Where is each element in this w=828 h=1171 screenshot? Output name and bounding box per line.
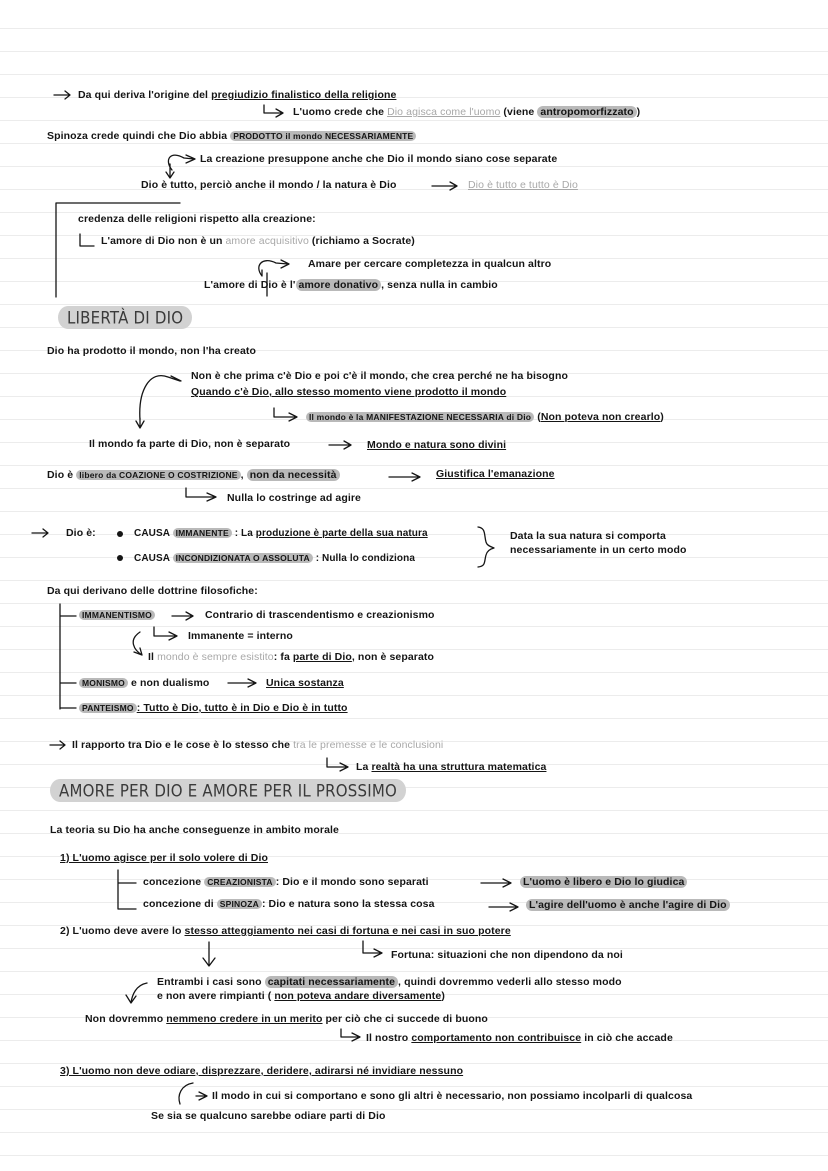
tree-line bbox=[118, 870, 136, 909]
line-absolute-cause: CAUSA INCONDIZIONATA O ASSOLUTA : Nulla lo condiziona bbox=[134, 553, 416, 564]
curve-arrow-icon bbox=[259, 260, 289, 276]
section-heading-liberta: LIBERTÀ DI DIO bbox=[58, 306, 192, 329]
tree-line bbox=[60, 604, 76, 709]
line-contrary: Contrario di trascendentismo e creazionismo bbox=[205, 609, 435, 621]
hook-arrow-icon bbox=[154, 627, 177, 640]
line-fortune: Fortuna: situazioni che non dipendono da noi bbox=[391, 949, 623, 961]
curve-arrow-icon bbox=[126, 983, 147, 1003]
corner-line bbox=[80, 234, 94, 246]
line-religion-belief: credenza delle religioni rispetto alla creazione: bbox=[78, 213, 316, 225]
hook-arrow-icon bbox=[363, 941, 382, 957]
line-point-3: 3) L'uomo non deve odiare, disprezzare, deridere, adirarsi né invidiare nessuno bbox=[60, 1065, 464, 1077]
line-spinoza-conception: concezione di SPINOZA : Dio e natura sono la stessa cosa bbox=[143, 898, 435, 910]
line-not-before: Non è che prima c'è Dio e poi c'è il mondo, che crea perché ne ha bisogno bbox=[191, 370, 568, 382]
arrow-icon bbox=[32, 529, 48, 537]
arrow-icon bbox=[50, 741, 65, 749]
line-action-of-god: L'agire dell'uomo è anche l'agire di Dio bbox=[526, 898, 730, 912]
line-immanent-internal: Immanente = interno bbox=[188, 630, 293, 642]
line-behaviour: Il nostro comportamento non contribuisce in ciò che accade bbox=[366, 1032, 673, 1044]
curve-arrow-icon bbox=[179, 1083, 207, 1104]
line-hate-god: Se sia se qualcuno sarebbe odiare parti di Dio bbox=[151, 1110, 386, 1122]
line-divine: Mondo e natura sono divini bbox=[367, 439, 507, 451]
line-point-2: 2) L'uomo deve avere lo stesso atteggiamento nei casi di fortuna e nei casi in suo potere bbox=[60, 925, 511, 937]
section-heading-amore: AMORE PER DIO E AMORE PER IL PROSSIMO bbox=[50, 779, 406, 802]
line-origin-prejudice: Da qui deriva l'origine del pregiudizio finalistico della religione bbox=[78, 89, 397, 101]
line-man-free: L'uomo è libero e Dio lo giudica bbox=[520, 875, 687, 889]
line-god-is-all: Dio è tutto, perciò anche il mondo / la natura è Dio bbox=[141, 179, 397, 191]
curve-arrow-icon bbox=[133, 632, 142, 655]
line-world-part-of-god: Il mondo fa parte di Dio, non è separato bbox=[89, 438, 291, 450]
line-single-substance: Unica sostanza bbox=[266, 677, 344, 689]
line-no-regrets: e non avere rimpianti ( non poteva andare diversamente) bbox=[157, 990, 445, 1002]
hook-arrow-icon bbox=[341, 1029, 360, 1041]
line-always-existed: Il mondo è sempre esistito: fa parte di Dio, non è separato bbox=[148, 651, 435, 663]
arrow-icon bbox=[228, 679, 256, 687]
line-both-cases: Entrambi i casi sono capitati necessariamente , quindi dovremmo vederli allo stesso modo bbox=[157, 976, 622, 988]
line-anthropomorphized: L'uomo crede che Dio agisca come l'uomo (viene antropomorfizzato ) bbox=[293, 106, 641, 118]
line-god-is: Dio è: bbox=[66, 527, 96, 539]
hook-arrow-icon bbox=[274, 408, 297, 421]
line-creation-separate: La creazione presuppone anche che Dio il mondo siano cose separate bbox=[200, 153, 558, 165]
arrow-icon bbox=[432, 182, 457, 190]
line-acquisitive-love: L'amore di Dio non è un amore acquisitivo (richiamo a Socrate) bbox=[101, 235, 415, 247]
line-emanation: Giustifica l'emanazione bbox=[436, 468, 555, 480]
line-nothing-forces: Nulla lo costringe ad agire bbox=[227, 492, 361, 504]
bullet-dot bbox=[117, 531, 123, 537]
line-spinoza-produced: Spinoza crede quindi che Dio abbia PRODOTTO il mondo NECESSARIAMENTE bbox=[47, 129, 416, 143]
line-free-from-coercion: Dio è libero da COAZIONE O COSTRIZIONE , non da necessità bbox=[47, 468, 340, 482]
line-monism: MONISMO e non dualismo bbox=[79, 676, 209, 690]
hook-arrow-icon bbox=[327, 758, 348, 771]
line-others-necessary: Il modo in cui si comportano e sono gli altri è necessario, non possiamo incolparli di qualcosa bbox=[212, 1090, 693, 1102]
arrow-icon bbox=[389, 473, 420, 481]
arrow-icon bbox=[172, 612, 193, 620]
line-nature-behaves-1: Data la sua natura si comporta bbox=[510, 530, 666, 542]
line-produced-not-created: Dio ha prodotto il mondo, non l'ha creato bbox=[47, 345, 257, 357]
line-no-merit: Non dovremmo nemmeno credere in un merito per ciò che ci succede di buono bbox=[85, 1013, 488, 1025]
line-creationist: concezione CREAZIONISTA : Dio e il mondo sono separati bbox=[143, 876, 429, 888]
arrow-icon bbox=[54, 91, 70, 99]
arrow-icon bbox=[329, 441, 351, 449]
arrow-icon bbox=[489, 903, 518, 911]
line-mathematical: La realtà ha una struttura matematica bbox=[356, 761, 547, 773]
line-nature-behaves-2: necessariamente in un certo modo bbox=[510, 544, 687, 556]
line-moral-consequences: La teoria su Dio ha anche conseguenze in ambito morale bbox=[50, 824, 339, 836]
line-pantheism: PANTEISMO : Tutto è Dio, tutto è in Dio e Dio è in tutto bbox=[79, 701, 348, 715]
hook-arrow-icon bbox=[264, 105, 283, 117]
hook-arrow-icon bbox=[186, 488, 216, 501]
line-immanent-cause: CAUSA IMMANENTE : La produzione è parte della sua natura bbox=[134, 528, 428, 539]
line-same-moment: Quando c'è Dio, allo stesso momento viene prodotto il mondo bbox=[191, 386, 507, 398]
curly-brace bbox=[478, 527, 494, 567]
line-manifestation: Il mondo è la MANIFESTAZIONE NECESSARIA di Dio (Non poteva non crearlo) bbox=[306, 410, 664, 424]
line-point-1: 1) L'uomo agisce per il solo volere di Dio bbox=[60, 852, 268, 864]
line-donative-love: L'amore di Dio è l' amore donativo , senza nulla in cambio bbox=[204, 279, 498, 291]
curve-arrow-icon bbox=[136, 376, 181, 428]
down-arrow-icon bbox=[203, 942, 215, 966]
line-god-is-all-grey: Dio è tutto e tutto è Dio bbox=[468, 179, 578, 191]
bullet-dot bbox=[117, 555, 123, 561]
line-doctrines: Da qui derivano delle dottrine filosofiche: bbox=[47, 585, 258, 597]
curve-arrow-icon bbox=[166, 155, 195, 178]
line-relationship: Il rapporto tra Dio e le cose è lo stesso che tra le premesse e le conclusioni bbox=[72, 739, 444, 751]
arrow-icon bbox=[481, 879, 511, 887]
line-immanentism: IMMANENTISMO bbox=[79, 608, 155, 622]
line-completeness: Amare per cercare completezza in qualcun altro bbox=[308, 258, 552, 270]
